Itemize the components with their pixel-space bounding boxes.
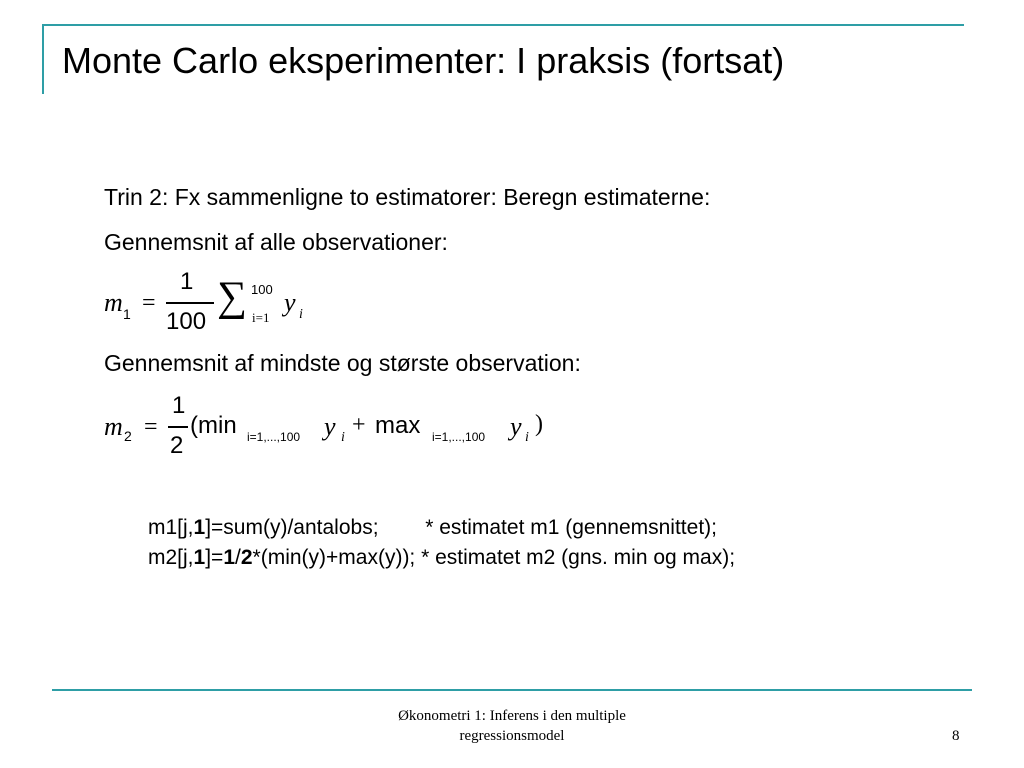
formula1-denominator: 100 [166,308,207,335]
formula1-sum-upper: 100 [251,282,273,297]
formula2-var2: y [510,412,522,441]
code-l2-slash: / [235,546,241,569]
footer-text [340,706,684,746]
code-l2-part-c: ]= [205,546,224,569]
formula1-sum-sign: ∑ [217,274,247,320]
code-line-m1 [148,516,717,540]
formula1-lhs: m [104,288,123,317]
formula1-lhs-sub: 1 [123,306,131,322]
code-l2-index: 1 [193,546,206,569]
code-l2-numerator: 1 [223,546,235,569]
formula1-numerator: 1 [180,268,194,295]
formula2-equals: = [144,414,158,440]
formula1-fraction-bar [166,302,214,304]
formula2-fraction-bar [168,426,188,428]
formula1-var-sub: i [299,307,303,322]
formula2-var2-sub: i [525,430,529,445]
code-line-m2 [148,546,735,570]
footer-line-2: regressionsmodel [459,728,565,744]
formula2-lhs: m [104,412,123,441]
code-l2-part-g: *(min(y)+max(y)); * estimatet m2 (gns. min og max); [252,546,736,569]
formula2-denominator: 2 [170,432,184,459]
formula2-max-sub: i=1,...,100 [432,430,486,444]
formula2-lhs-sub: 2 [124,428,132,444]
formula2-numerator: 1 [172,392,186,419]
code-l1-index: 1 [193,516,206,539]
formula1-var: y [284,288,296,317]
formula1-sum-lower: i=1 [252,310,270,325]
text-mean-min-max: Gennemsnit af mindste og største observation: [104,350,581,376]
text-step-2: Trin 2: Fx sammenligne to estimatorer: Beregn estimaterne: [104,184,711,210]
title-accent-vertical [42,24,44,94]
code-l2-denominator: 2 [240,546,253,569]
code-l1-part-a: m1[j, [148,516,194,539]
formula2-close-paren: ) [535,411,543,437]
page-number: 8 [952,728,960,744]
formula2-var-sub: i [341,430,345,445]
formula2-max: max [375,412,421,439]
code-l2-part-a: m2[j, [148,546,194,569]
formula2-min: (min [190,412,237,439]
formula2-plus: + [352,412,366,438]
footer-line-1: Økonometri 1: Inferens i den multiple [398,708,626,724]
code-l1-part-c: ]=sum(y)/antalobs; * estimatet m1 (gennemsnittet); [205,516,717,539]
text-mean-all: Gennemsnit af alle observationer: [104,229,448,255]
footer-rule [52,689,972,691]
formula2-var: y [324,412,336,441]
slide-title: Monte Carlo eksperimenter: I praksis (fortsat) [62,40,785,81]
formula2-min-sub: i=1,...,100 [247,430,301,444]
title-accent-horizontal [42,24,964,26]
formula1-equals: = [142,290,156,316]
